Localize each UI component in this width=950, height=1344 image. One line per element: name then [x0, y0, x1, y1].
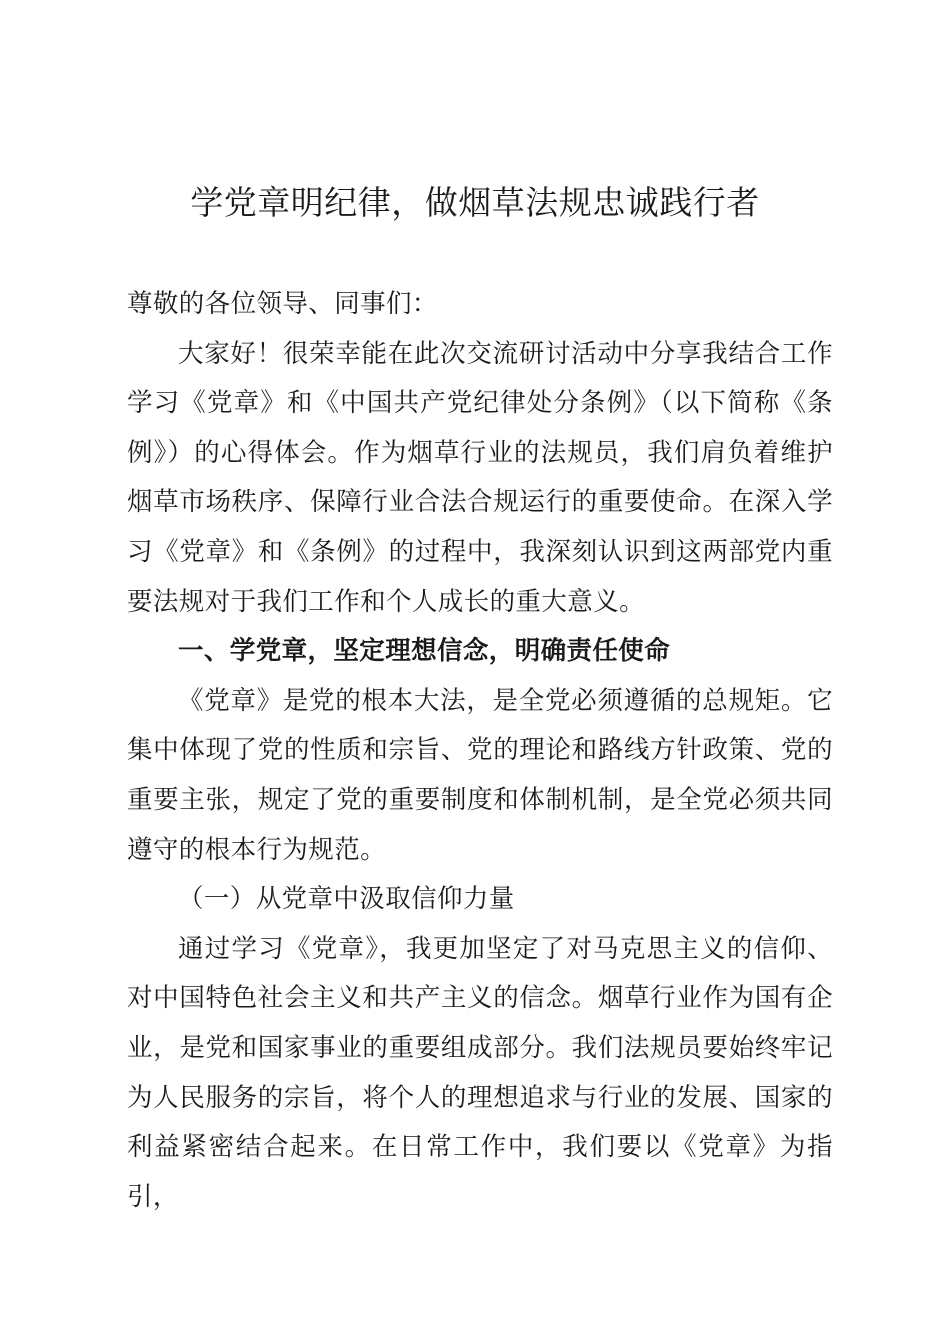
salutation: 尊敬的各位领导、同事们： — [127, 289, 438, 319]
section-heading: 一、学党章，坚定理想信念，明确责任使命 — [178, 636, 671, 667]
paragraph-belief: 通过学习《党章》，我更加坚定了对马克思主义的信仰、对中国特色社会主义和共产主义的信念。烟草行业作为国有企业，是党和国家事业的重要组成部分。我们法规员要始终牢记为人民服务的宗旨，将个人的理想追求与行业的发展、国家的利益紧密结合起来。在日常工作中，我们要以《党章》为指引， — [127, 933, 833, 1212]
paragraph-party-constitution: 《党章》是党的根本大法，是全党必须遵循的总规矩。它集中体现了党的性质和宗旨、党的理论和路线方针政策、党的重要主张，规定了党的重要制度和体制机制，是全党必须共同遵守的根本行为规范。 — [127, 685, 833, 865]
paragraph-intro: 大家好！很荣幸能在此次交流研讨活动中分享我结合工作学习《党章》和《中国共产党纪律处分条例》（以下简称《条例》）的心得体会。作为烟草行业的法规员，我们肩负着维护烟草市场秩序、保障行业合法合规运行的重要使命。在深入学习《党章》和《条例》的过程中，我深刻认识到这两部党内重要法规对于我们工作和个人成长的重大意义。 — [127, 338, 833, 617]
subsection-heading: （一）从党章中汲取信仰力量 — [178, 884, 515, 915]
document-body — [127, 280, 833, 1222]
document-title: 学党章明纪律，做烟草法规忠诚践行者 — [190, 183, 760, 222]
